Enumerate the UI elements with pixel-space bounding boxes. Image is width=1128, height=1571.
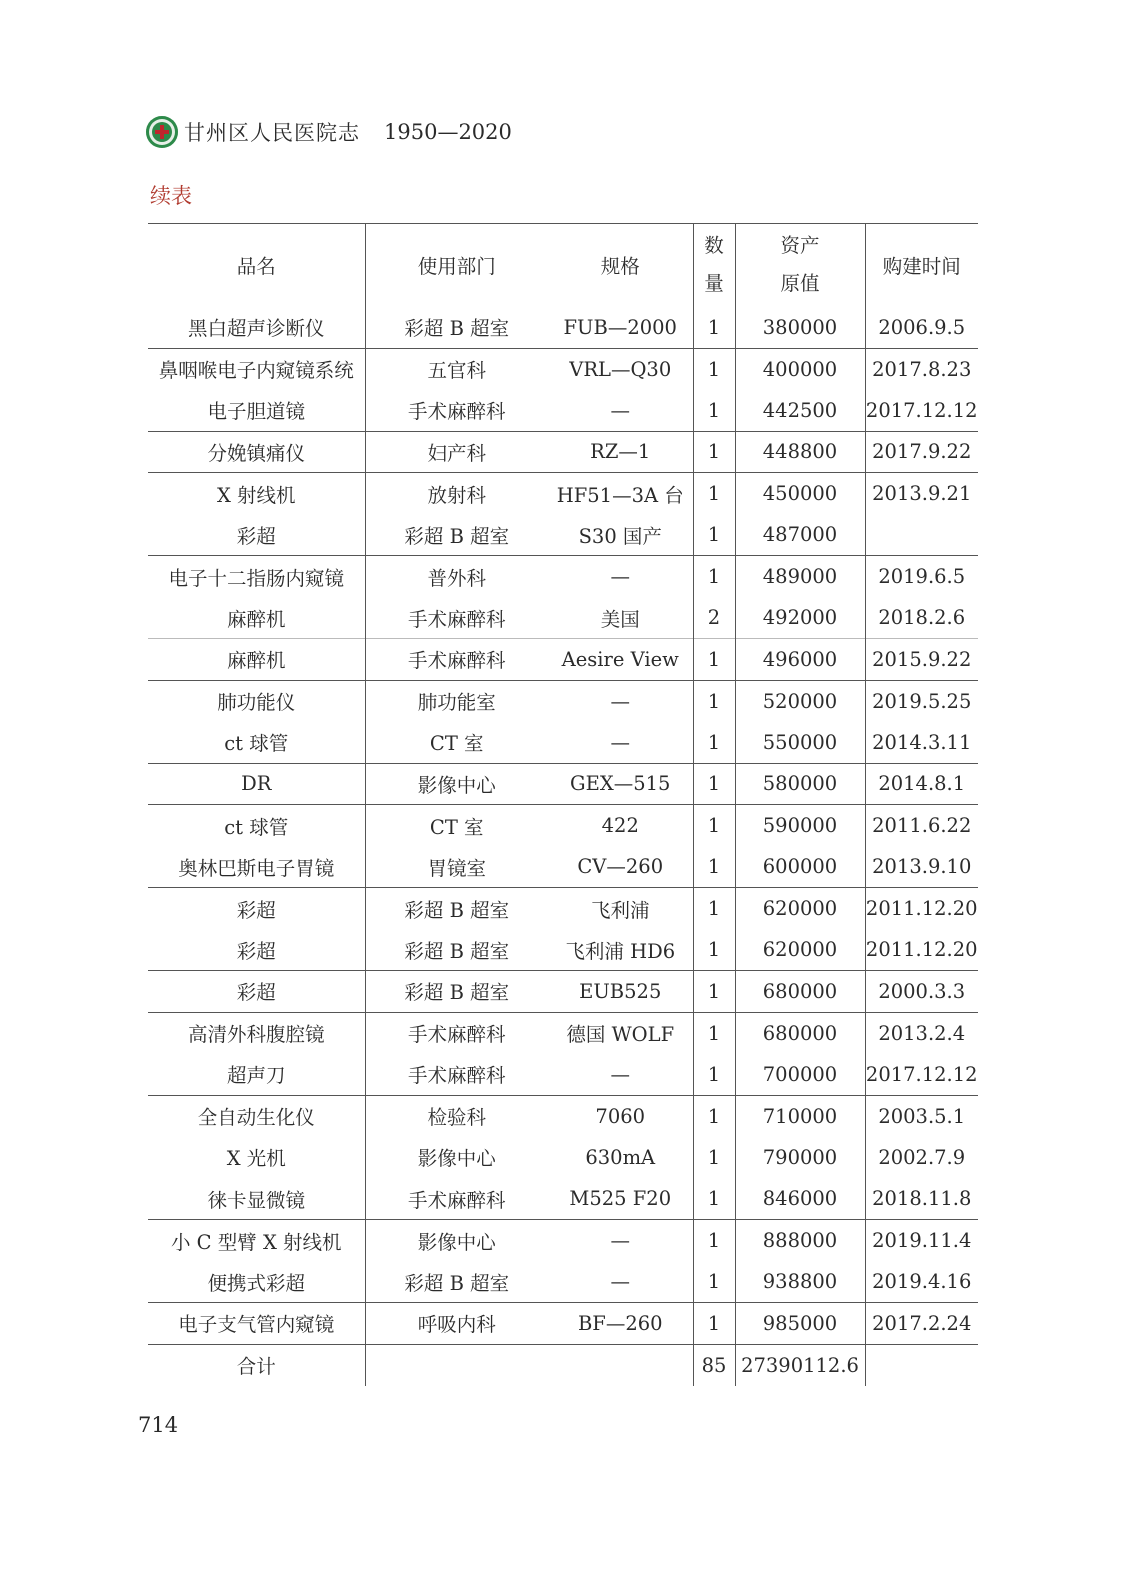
- cell-asset-value: 938800: [735, 1261, 865, 1303]
- cell-name: 分娩镇痛仪: [148, 431, 365, 473]
- cell-name: 彩超: [148, 888, 365, 930]
- hospital-logo-icon: [146, 116, 178, 148]
- cell-purchase-date: 2003.5.1: [865, 1095, 978, 1137]
- cell-quantity: 1: [693, 846, 735, 888]
- cell-department: 妇产科: [365, 431, 548, 473]
- cell-quantity: 1: [693, 473, 735, 515]
- cell-asset-value: 888000: [735, 1220, 865, 1262]
- cell-quantity: 1: [693, 680, 735, 722]
- cell-department: 五官科: [365, 348, 548, 390]
- cell-spec: 7060: [548, 1095, 693, 1137]
- table-header-row: [148, 224, 978, 307]
- cell-name: 奥林巴斯电子胃镜: [148, 846, 365, 888]
- cell-asset-value: 550000: [735, 722, 865, 764]
- cell-asset-value: 710000: [735, 1095, 865, 1137]
- total-label: 合计: [148, 1344, 365, 1386]
- col-header-department: 使用部门: [365, 224, 548, 307]
- table-row: [148, 307, 978, 349]
- cell-purchase-date: 2017.9.22: [865, 431, 978, 473]
- cell-asset-value: 985000: [735, 1303, 865, 1345]
- cell-quantity: 1: [693, 1137, 735, 1179]
- cell-quantity: 1: [693, 805, 735, 847]
- cell-quantity: 1: [693, 1303, 735, 1345]
- cell-department: 彩超 B 超室: [404, 1271, 510, 1295]
- cell-spec: VRL—Q30: [548, 348, 693, 390]
- cell-department: 手术麻醉科: [365, 1012, 548, 1054]
- cell-spec: —: [548, 1054, 693, 1096]
- cell-name: 电子十二指肠内窥镜: [148, 556, 365, 598]
- cell-spec: S30 国产: [548, 514, 693, 556]
- col-header-spec: 规格: [548, 224, 693, 307]
- cell-purchase-date: 2017.12.12: [865, 1062, 978, 1086]
- cell-purchase-date: 2017.12.12: [865, 398, 978, 422]
- cell-spec: GEX—515: [548, 763, 693, 805]
- total-department: [365, 1344, 548, 1386]
- book-title: 甘州区人民医院志: [184, 121, 360, 145]
- cell-name: 彩超: [148, 514, 365, 556]
- table-row: [148, 597, 978, 639]
- cell-asset-value: 620000: [735, 888, 865, 930]
- table-row: [148, 1054, 978, 1096]
- cell-asset-value: 590000: [735, 805, 865, 847]
- total-quantity: 85: [693, 1344, 735, 1386]
- cell-purchase-date: 2014.3.11: [872, 730, 972, 754]
- cell-spec: 630mA: [548, 1137, 693, 1179]
- cell-department: 手术麻醉科: [407, 1064, 506, 1087]
- table-row: [148, 1012, 978, 1054]
- cell-name: 徕卡显微镜: [148, 1178, 365, 1220]
- cell-department: 胃镜室: [427, 856, 486, 880]
- cell-spec: BF—260: [548, 1303, 693, 1345]
- table-row: [148, 1303, 978, 1345]
- cell-spec: HF51—3A 台: [548, 473, 693, 515]
- cell-purchase-date: 2018.2.6: [878, 606, 966, 629]
- cell-quantity: 1: [693, 1095, 735, 1137]
- cell-asset-value: 580000: [735, 763, 865, 805]
- col-header-quantity: 数 量: [693, 224, 735, 307]
- table-row: [148, 514, 978, 556]
- total-purchase-date: [865, 1344, 978, 1386]
- cell-quantity: 1: [693, 1220, 735, 1262]
- cell-purchase-date: 2017.2.24: [865, 1303, 978, 1345]
- cell-asset-value: 620000: [735, 929, 865, 971]
- total-asset-value: 27390112.6: [735, 1344, 865, 1386]
- cell-asset-value: 520000: [735, 680, 865, 722]
- cell-department: 放射科: [365, 473, 548, 515]
- cell-quantity: 1: [693, 763, 735, 805]
- cell-quantity: 1: [693, 1054, 735, 1096]
- cell-asset-value: 400000: [735, 348, 865, 390]
- cell-department: 手术麻醉科: [407, 607, 506, 631]
- cell-name: 电子胆道镜: [148, 390, 365, 432]
- table-row: [148, 390, 978, 432]
- cell-purchase-date: 2000.3.3: [865, 971, 978, 1013]
- col-header-asset-value: 资产 原值: [735, 224, 865, 307]
- cell-quantity: 1: [693, 888, 735, 930]
- table-row: [148, 680, 978, 722]
- page-number: 714: [138, 1413, 179, 1437]
- table-row: [148, 805, 978, 847]
- cell-quantity: 1: [693, 971, 735, 1013]
- cell-purchase-date: 2019.4.16: [872, 1270, 972, 1293]
- cell-name: X 射线机: [148, 473, 365, 515]
- cell-purchase-date: 2011.6.22: [865, 805, 978, 847]
- cell-spec: FUB—2000: [548, 307, 693, 349]
- cell-quantity: 1: [693, 1178, 735, 1220]
- cell-department: CT 室: [365, 805, 548, 847]
- cell-asset-value: 492000: [735, 597, 865, 639]
- cell-spec: 美国: [548, 597, 693, 639]
- cell-quantity: 1: [693, 1261, 735, 1303]
- equipment-table: [148, 223, 978, 1386]
- cell-purchase-date: 2013.9.10: [872, 855, 972, 878]
- cell-department: 彩超 B 超室: [404, 317, 510, 340]
- cell-name: 彩超: [148, 971, 365, 1013]
- cell-asset-value: 700000: [735, 1054, 865, 1096]
- cell-spec: 德国 WOLF: [548, 1012, 693, 1054]
- table-row: [148, 1220, 978, 1262]
- cell-purchase-date: [865, 514, 978, 556]
- cell-purchase-date: 2006.9.5: [878, 315, 966, 339]
- cell-name: 电子支气管内窥镜: [148, 1303, 365, 1345]
- cell-spec: —: [548, 680, 693, 722]
- cell-spec: 422: [548, 805, 693, 847]
- cell-quantity: 1: [693, 1012, 735, 1054]
- cell-spec: Aesire View: [548, 639, 693, 681]
- cell-spec: 飞利浦 HD6: [548, 929, 693, 971]
- total-spec: [548, 1344, 693, 1386]
- cell-name: 便携式彩超: [148, 1261, 365, 1303]
- cell-spec: —: [548, 1261, 693, 1303]
- cell-department: 肺功能室: [365, 680, 548, 722]
- table-row: [148, 888, 978, 930]
- cell-name: 麻醉机: [148, 597, 365, 639]
- col-header-name: 品名: [148, 224, 365, 307]
- cell-asset-value: 489000: [735, 556, 865, 598]
- cell-purchase-date: 2019.5.25: [865, 680, 978, 722]
- cell-asset-value: 442500: [735, 390, 865, 432]
- cell-department: 手术麻醉科: [407, 400, 506, 423]
- cell-quantity: 1: [693, 639, 735, 681]
- table-row: [148, 639, 978, 681]
- cell-name: 超声刀: [148, 1054, 365, 1096]
- cell-department: CT 室: [429, 732, 484, 755]
- cell-quantity: 1: [693, 556, 735, 598]
- cell-quantity: 1: [693, 431, 735, 473]
- table-row: [148, 473, 978, 515]
- cell-spec: CV—260: [548, 846, 693, 888]
- cell-department: 彩超 B 超室: [365, 888, 548, 930]
- cell-purchase-date: 2011.12.20: [865, 888, 978, 930]
- cell-purchase-date: 2018.11.8: [872, 1187, 972, 1210]
- cell-purchase-date: 2011.12.20: [865, 938, 978, 961]
- cell-quantity: 1: [693, 514, 735, 556]
- table-row: [148, 1137, 978, 1179]
- cell-department: 彩超 B 超室: [365, 971, 548, 1013]
- table-total-row: [148, 1344, 978, 1386]
- cell-spec: RZ—1: [548, 431, 693, 473]
- table-row: [148, 763, 978, 805]
- cell-spec: —: [548, 1220, 693, 1262]
- cell-name: X 光机: [148, 1137, 365, 1179]
- cell-quantity: 1: [693, 390, 735, 432]
- cell-department: 呼吸内科: [365, 1303, 548, 1345]
- running-header: [146, 112, 512, 152]
- cell-quantity: 2: [693, 597, 735, 639]
- cell-name: 麻醉机: [148, 639, 365, 681]
- table-row: [148, 556, 978, 598]
- cell-purchase-date: 2019.6.5: [865, 556, 978, 598]
- table-row: [148, 846, 978, 888]
- table-row: [148, 348, 978, 390]
- cell-name: ct 球管: [148, 722, 365, 764]
- table-row: [148, 1095, 978, 1137]
- cell-purchase-date: 2019.11.4: [865, 1220, 978, 1262]
- cell-quantity: 1: [693, 348, 735, 390]
- table-row: [148, 722, 978, 764]
- cell-department: 普外科: [365, 556, 548, 598]
- cell-name: 黑白超声诊断仪: [148, 307, 365, 349]
- cell-purchase-date: 2017.8.23: [865, 348, 978, 390]
- cell-asset-value: 450000: [735, 473, 865, 515]
- cell-quantity: 1: [693, 929, 735, 971]
- cell-department: 检验科: [365, 1095, 548, 1137]
- cell-spec: 飞利浦: [548, 888, 693, 930]
- cell-spec: —: [548, 390, 693, 432]
- cell-name: 高清外科腹腔镜: [148, 1012, 365, 1054]
- cell-department: 手术麻醉科: [407, 1188, 506, 1212]
- cell-name: DR: [148, 763, 365, 805]
- cell-asset-value: 600000: [735, 846, 865, 888]
- cell-name: 全自动生化仪: [148, 1095, 365, 1137]
- cell-purchase-date: 2014.8.1: [865, 763, 978, 805]
- table-row: [148, 929, 978, 971]
- cell-asset-value: 846000: [735, 1178, 865, 1220]
- table-continued-title: 续表: [150, 184, 192, 208]
- cell-quantity: 1: [693, 307, 735, 349]
- cell-department: 彩超 B 超室: [404, 524, 510, 548]
- cell-purchase-date: 2015.9.22: [865, 639, 978, 681]
- cell-spec: —: [548, 556, 693, 598]
- table-row: [148, 1178, 978, 1220]
- cell-purchase-date: 2002.7.9: [878, 1145, 966, 1169]
- cell-department: 彩超 B 超室: [404, 939, 510, 963]
- cell-spec: EUB525: [548, 971, 693, 1013]
- cell-asset-value: 790000: [735, 1137, 865, 1179]
- book-years: 1950—2020: [384, 120, 512, 144]
- cell-name: ct 球管: [148, 805, 365, 847]
- table-row: [148, 1261, 978, 1303]
- cell-asset-value: 680000: [735, 1012, 865, 1054]
- cell-quantity: 1: [693, 722, 735, 764]
- cell-department: 影像中心: [365, 763, 548, 805]
- cell-asset-value: 496000: [735, 639, 865, 681]
- cell-name: 鼻咽喉电子内窥镜系统: [148, 348, 365, 390]
- cell-asset-value: 487000: [735, 514, 865, 556]
- cell-asset-value: 448800: [735, 431, 865, 473]
- cell-department: 影像中心: [365, 1220, 548, 1262]
- cell-purchase-date: 2013.2.4: [865, 1012, 978, 1054]
- cell-asset-value: 680000: [735, 971, 865, 1013]
- table-row: [148, 971, 978, 1013]
- cell-spec: —: [548, 722, 693, 764]
- cell-spec: M525 F20: [548, 1178, 693, 1220]
- col-header-purchase-date: 购建时间: [865, 224, 978, 307]
- cell-purchase-date: 2013.9.21: [865, 473, 978, 515]
- cell-department: 影像中心: [417, 1147, 496, 1171]
- table-row: [148, 431, 978, 473]
- cell-name: 小 C 型臂 X 射线机: [148, 1220, 365, 1262]
- cell-name: 肺功能仪: [148, 680, 365, 722]
- cell-name: 彩超: [148, 929, 365, 971]
- cell-asset-value: 380000: [735, 307, 865, 349]
- cell-department: 手术麻醉科: [365, 639, 548, 681]
